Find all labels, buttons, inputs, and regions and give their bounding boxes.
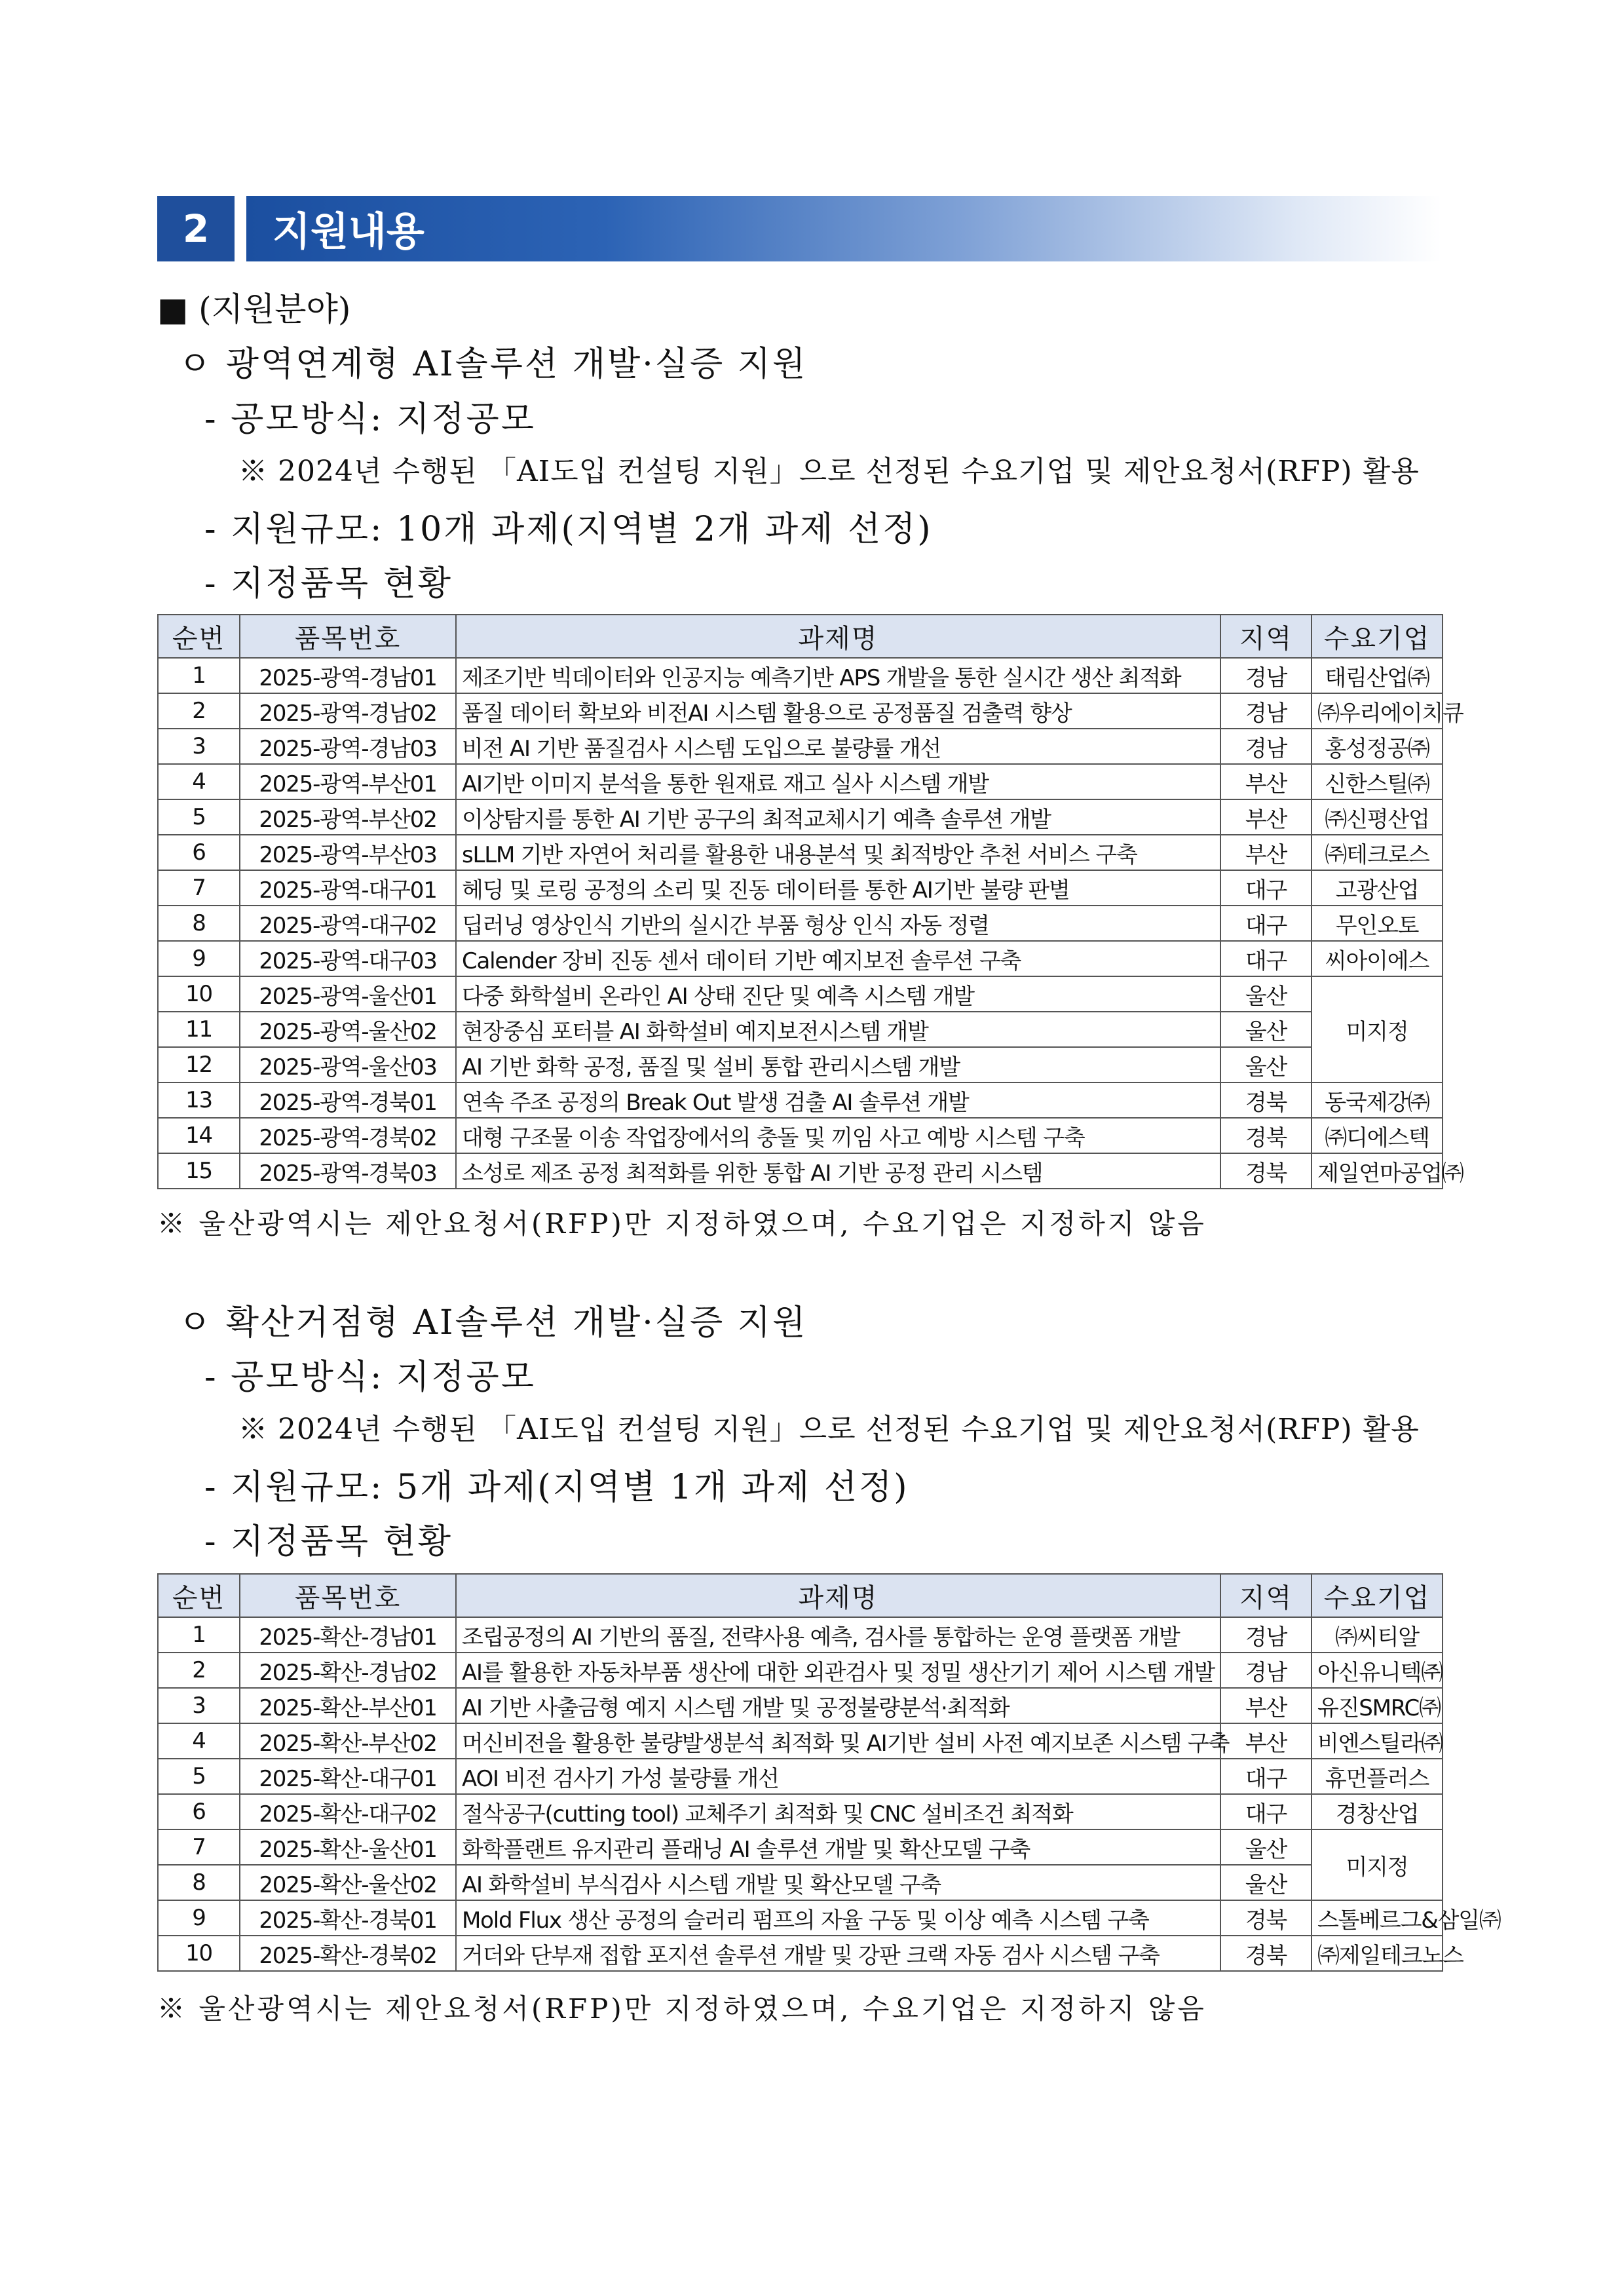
task-name-cell: 대형 구조물 이송 작업장에서의 충돌 및 끼임 사고 예방 시스템 구축 [456, 1118, 1220, 1153]
region-cell: 부산 [1220, 1723, 1312, 1759]
seq-cell: 14 [158, 1118, 240, 1153]
region-cell: 경북 [1220, 1153, 1312, 1189]
block1-title: ㅇ 광역연계형 AI솔루션 개발·실증 지원 [178, 345, 808, 384]
company-cell: 홍성정공㈜ [1312, 729, 1443, 764]
seq-cell: 12 [158, 1047, 240, 1082]
region-cell: 대구 [1220, 906, 1312, 941]
item-no-cell: 2025-광역-경남03 [240, 729, 456, 764]
region-cell: 부산 [1220, 1688, 1312, 1723]
task-name-cell: 이상탐지를 통한 AI 기반 공구의 최적교체시기 예측 솔루션 개발 [456, 799, 1220, 835]
task-name-cell: sLLM 기반 자연어 처리를 활용한 내용분석 및 최적방안 추천 서비스 구축 [456, 835, 1220, 870]
seq-cell: 2 [158, 693, 240, 729]
region-cell: 대구 [1220, 870, 1312, 906]
designated-items-table-2 [157, 1573, 1501, 1972]
item-no-cell: 2025-광역-부산02 [240, 799, 456, 835]
block1-status: - 지정품목 현황 [204, 564, 453, 603]
table-row [158, 835, 1443, 870]
table-row [158, 1794, 1443, 1829]
seq-cell: 1 [158, 658, 240, 693]
table-row [158, 764, 1443, 799]
col-header-item-no: 품목번호 [240, 1574, 456, 1617]
block1-method: - 공모방식: 지정공모 [204, 400, 537, 439]
company-cell: ㈜테크로스 [1312, 835, 1443, 870]
task-name-cell: Mold Flux 생산 공정의 슬러리 펌프의 자율 구동 및 이상 예측 시스템 구축 [456, 1900, 1220, 1936]
seq-cell: 4 [158, 1723, 240, 1759]
item-no-cell: 2025-광역-부산01 [240, 764, 456, 799]
task-name-cell: AI 기반 사출금형 예지 시스템 개발 및 공정불량분석·최적화 [456, 1688, 1220, 1723]
task-name-cell: 조립공정의 AI 기반의 품질, 전략사용 예측, 검사를 통합하는 운영 플랫폼 개발 [456, 1617, 1220, 1653]
block1-method-note: ※ 2024년 수행된 「AI도입 컨설팅 지원」으로 선정된 수요기업 및 제안요청서(RFP) 활용 [238, 455, 1420, 488]
region-cell: 경북 [1220, 1936, 1312, 1971]
task-name-cell: 머신비전을 활용한 불량발생분석 최적화 및 AI기반 설비 사전 예지보존 시스템 구축 [456, 1723, 1220, 1759]
table-row [158, 658, 1443, 693]
table-row [158, 1118, 1443, 1153]
item-no-cell: 2025-확산-대구01 [240, 1759, 456, 1794]
seq-cell: 9 [158, 1900, 240, 1936]
col-header-seq: 순번 [158, 615, 240, 658]
item-no-cell: 2025-광역-울산01 [240, 976, 456, 1012]
region-cell: 경북 [1220, 1118, 1312, 1153]
region-cell: 경남 [1220, 1653, 1312, 1688]
item-no-cell: 2025-확산-울산01 [240, 1829, 456, 1865]
table-row [158, 1829, 1443, 1865]
task-name-cell: 소성로 제조 공정 최적화를 위한 통합 AI 기반 공정 관리 시스템 [456, 1153, 1220, 1189]
task-name-cell: 헤딩 및 로링 공정의 소리 및 진동 데이터를 통한 AI기반 불량 판별 [456, 870, 1220, 906]
company-cell: 태림산업㈜ [1312, 658, 1443, 693]
table-header-row [158, 1574, 1443, 1617]
block1-footnote: ※ 울산광역시는 제안요청서(RFP)만 지정하였으며, 수요기업은 지정하지 않음 [157, 1208, 1207, 1240]
company-cell: ㈜우리에이치큐 [1312, 693, 1443, 729]
table-row [158, 1865, 1443, 1900]
task-name-cell: 절삭공구(cutting tool) 교체주기 최적화 및 CNC 설비조건 최적화 [456, 1794, 1220, 1829]
item-no-cell: 2025-확산-경북01 [240, 1900, 456, 1936]
company-cell: ㈜제일테크노스 [1312, 1936, 1443, 1971]
company-cell: 비엔스틸라㈜ [1312, 1723, 1443, 1759]
region-cell: 경남 [1220, 729, 1312, 764]
table-row [158, 1653, 1443, 1688]
section-title: 지원내용 [246, 196, 1441, 261]
col-header-company: 수요기업 [1312, 615, 1443, 658]
seq-cell: 6 [158, 1794, 240, 1829]
region-cell: 경북 [1220, 1900, 1312, 1936]
table-row [158, 941, 1443, 976]
table-row [158, 693, 1443, 729]
task-name-cell: AI 화학설비 부식검사 시스템 개발 및 확산모델 구축 [456, 1865, 1220, 1900]
task-name-cell: 품질 데이터 확보와 비전AI 시스템 활용으로 공정품질 검출력 향상 [456, 693, 1220, 729]
seq-cell: 1 [158, 1617, 240, 1653]
region-cell: 대구 [1220, 1794, 1312, 1829]
table-row [158, 1759, 1443, 1794]
seq-cell: 2 [158, 1653, 240, 1688]
col-header-task-name: 과제명 [456, 615, 1220, 658]
region-cell: 경남 [1220, 658, 1312, 693]
item-no-cell: 2025-확산-부산01 [240, 1688, 456, 1723]
item-no-cell: 2025-광역-경북02 [240, 1118, 456, 1153]
table-row [158, 1936, 1443, 1971]
region-cell: 경남 [1220, 1617, 1312, 1653]
region-cell: 경북 [1220, 1082, 1312, 1118]
region-cell: 경남 [1220, 693, 1312, 729]
table-row [158, 1082, 1443, 1118]
table-row [158, 799, 1443, 835]
table-row [158, 906, 1443, 941]
col-header-item-no: 품목번호 [240, 615, 456, 658]
section-header [157, 196, 1441, 261]
task-name-cell: AI 기반 화학 공정, 품질 및 설비 통합 관리시스템 개발 [456, 1047, 1220, 1082]
task-name-cell: 제조기반 빅데이터와 인공지능 예측기반 APS 개발을 통한 실시간 생산 최적화 [456, 658, 1220, 693]
col-header-company: 수요기업 [1312, 1574, 1443, 1617]
item-no-cell: 2025-광역-경북01 [240, 1082, 456, 1118]
item-no-cell: 2025-광역-대구03 [240, 941, 456, 976]
company-cell: ㈜신평산업 [1312, 799, 1443, 835]
block2-title: ㅇ 확산거점형 AI솔루션 개발·실증 지원 [178, 1303, 808, 1343]
table-row [158, 1047, 1443, 1082]
col-header-region: 지역 [1220, 615, 1312, 658]
seq-cell: 13 [158, 1082, 240, 1118]
task-name-cell: 딥러닝 영상인식 기반의 실시간 부품 형상 인식 자동 정렬 [456, 906, 1220, 941]
item-no-cell: 2025-확산-경남02 [240, 1653, 456, 1688]
task-name-cell: 다중 화학설비 온라인 AI 상태 진단 및 예측 시스템 개발 [456, 976, 1220, 1012]
company-cell: 아신유니텍㈜ [1312, 1653, 1443, 1688]
table-row [158, 1900, 1443, 1936]
block2-method: - 공모방식: 지정공모 [204, 1358, 537, 1397]
block2-status: - 지정품목 현황 [204, 1522, 453, 1561]
task-name-cell: 화학플랜트 유지관리 플래닝 AI 솔루션 개발 및 확산모델 구축 [456, 1829, 1220, 1865]
company-cell: 제일연마공업㈜ [1312, 1153, 1443, 1189]
item-no-cell: 2025-확산-경남01 [240, 1617, 456, 1653]
seq-cell: 8 [158, 1865, 240, 1900]
table-row [158, 870, 1443, 906]
task-name-cell: 연속 주조 공정의 Break Out 발생 검출 AI 솔루션 개발 [456, 1082, 1220, 1118]
company-cell: 스톨베르그&삼일㈜ [1312, 1900, 1443, 1936]
table-header-row [158, 615, 1443, 658]
seq-cell: 11 [158, 1012, 240, 1047]
item-no-cell: 2025-확산-경북02 [240, 1936, 456, 1971]
item-no-cell: 2025-광역-부산03 [240, 835, 456, 870]
table-row [158, 1153, 1443, 1189]
region-cell: 울산 [1220, 976, 1312, 1012]
seq-cell: 15 [158, 1153, 240, 1189]
col-header-seq: 순번 [158, 1574, 240, 1617]
seq-cell: 6 [158, 835, 240, 870]
company-cell: 씨아이에스 [1312, 941, 1443, 976]
company-cell: 경창산업 [1312, 1794, 1443, 1829]
item-no-cell: 2025-확산-울산02 [240, 1865, 456, 1900]
col-header-task-name: 과제명 [456, 1574, 1220, 1617]
block1-scale: - 지원규모: 10개 과제(지역별 2개 과제 선정) [204, 510, 933, 549]
seq-cell: 8 [158, 906, 240, 941]
item-no-cell: 2025-광역-경남02 [240, 693, 456, 729]
region-cell: 부산 [1220, 764, 1312, 799]
region-cell: 울산 [1220, 1865, 1312, 1900]
region-cell: 부산 [1220, 799, 1312, 835]
col-header-region: 지역 [1220, 1574, 1312, 1617]
seq-cell: 4 [158, 764, 240, 799]
block2-footnote: ※ 울산광역시는 제안요청서(RFP)만 지정하였으며, 수요기업은 지정하지 않음 [157, 1993, 1207, 2025]
company-cell: ㈜씨티알 [1312, 1617, 1443, 1653]
task-name-cell: AOI 비전 검사기 가성 불량률 개선 [456, 1759, 1220, 1794]
task-name-cell: Calender 장비 진동 센서 데이터 기반 예지보전 솔루션 구축 [456, 941, 1220, 976]
seq-cell: 5 [158, 1759, 240, 1794]
table-row [158, 976, 1443, 1012]
block2-method-note: ※ 2024년 수행된 「AI도입 컨설팅 지원」으로 선정된 수요기업 및 제안요청서(RFP) 활용 [238, 1413, 1420, 1446]
seq-cell: 3 [158, 729, 240, 764]
seq-cell: 3 [158, 1688, 240, 1723]
region-cell: 울산 [1220, 1829, 1312, 1865]
company-cell: 유진SMRC㈜ [1312, 1688, 1443, 1723]
company-cell: 신한스틸㈜ [1312, 764, 1443, 799]
task-name-cell: 비전 AI 기반 품질검사 시스템 도입으로 불량률 개선 [456, 729, 1220, 764]
seq-cell: 9 [158, 941, 240, 976]
company-cell: 휴먼플러스 [1312, 1759, 1443, 1794]
item-no-cell: 2025-광역-울산03 [240, 1047, 456, 1082]
item-no-cell: 2025-광역-경북03 [240, 1153, 456, 1189]
region-cell: 부산 [1220, 835, 1312, 870]
company-cell: ㈜디에스텍 [1312, 1118, 1443, 1153]
item-no-cell: 2025-광역-대구01 [240, 870, 456, 906]
company-cell: 무인오토 [1312, 906, 1443, 941]
designated-items-table-1 [157, 614, 1463, 1189]
table-row [158, 1617, 1443, 1653]
table-row [158, 1723, 1443, 1759]
task-name-cell: 현장중심 포터블 AI 화학설비 예지보전시스템 개발 [456, 1012, 1220, 1047]
item-no-cell: 2025-확산-부산02 [240, 1723, 456, 1759]
region-cell: 울산 [1220, 1047, 1312, 1082]
seq-cell: 7 [158, 1829, 240, 1865]
section-number: 2 [157, 196, 235, 261]
task-name-cell: 거더와 단부재 접합 포지션 솔루션 개발 및 강판 크랙 자동 검사 시스템 구축 [456, 1936, 1220, 1971]
region-cell: 대구 [1220, 941, 1312, 976]
area-heading: ■ (지원분야) [157, 290, 351, 328]
table-row [158, 729, 1443, 764]
table-row [158, 1688, 1443, 1723]
seq-cell: 7 [158, 870, 240, 906]
seq-cell: 10 [158, 976, 240, 1012]
company-cell: 동국제강㈜ [1312, 1082, 1443, 1118]
seq-cell: 10 [158, 1936, 240, 1971]
item-no-cell: 2025-광역-대구02 [240, 906, 456, 941]
item-no-cell: 2025-광역-울산02 [240, 1012, 456, 1047]
company-cell: 고광산업 [1312, 870, 1443, 906]
task-name-cell: AI기반 이미지 분석을 통한 원재료 재고 실사 시스템 개발 [456, 764, 1220, 799]
task-name-cell: AI를 활용한 자동차부품 생산에 대한 외관검사 및 정밀 생산기기 제어 시스템 개발 [456, 1653, 1220, 1688]
table-row [158, 1012, 1443, 1047]
item-no-cell: 2025-확산-대구02 [240, 1794, 456, 1829]
company-cell: 미지정 [1312, 976, 1443, 1082]
item-no-cell: 2025-광역-경남01 [240, 658, 456, 693]
company-cell: 미지정 [1312, 1829, 1443, 1900]
region-cell: 대구 [1220, 1759, 1312, 1794]
region-cell: 울산 [1220, 1012, 1312, 1047]
block2-scale: - 지원규모: 5개 과제(지역별 1개 과제 선정) [204, 1468, 909, 1507]
seq-cell: 5 [158, 799, 240, 835]
